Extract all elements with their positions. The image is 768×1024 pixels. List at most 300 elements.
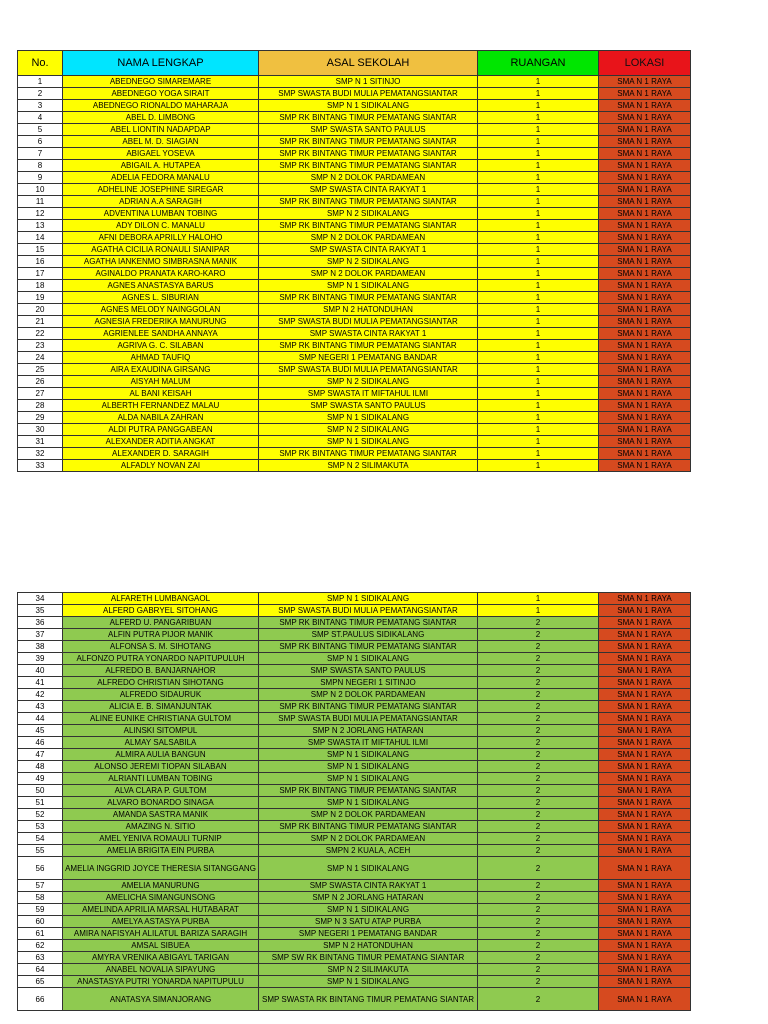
location: SMA N 1 RAYA — [599, 280, 691, 292]
location: SMA N 1 RAYA — [599, 268, 691, 280]
student-name: ABEL D. LIMBONG — [63, 112, 259, 124]
table-row — [18, 124, 691, 136]
table-row — [18, 256, 691, 268]
room-number: 2 — [478, 809, 599, 821]
student-name: ALFERD GABRYEL SITOHANG — [63, 605, 259, 617]
header-room: RUANGAN — [478, 51, 599, 76]
table-row — [18, 629, 691, 641]
location: SMA N 1 RAYA — [599, 797, 691, 809]
room-number: 2 — [478, 617, 599, 629]
student-name: ADELIA FEDORA MANALU — [63, 172, 259, 184]
school-name: SMP SWASTA CINTA RAKYAT 1 — [259, 184, 478, 196]
school-name: SMP SW RK BINTANG TIMUR PEMATANG SIANTAR — [259, 952, 478, 964]
table-row — [18, 785, 691, 797]
table-row — [18, 713, 691, 725]
student-name: AMELIA BRIGITA EIN PURBA — [63, 845, 259, 857]
location: SMA N 1 RAYA — [599, 916, 691, 928]
school-name: SMP N 1 SIDIKALANG — [259, 100, 478, 112]
row-number: 20 — [18, 304, 63, 316]
row-number: 17 — [18, 268, 63, 280]
student-name: ALVARO BONARDO SINAGA — [63, 797, 259, 809]
location: SMA N 1 RAYA — [599, 76, 691, 88]
row-number: 60 — [18, 916, 63, 928]
student-name: ALFARETH LUMBANGAOL — [63, 593, 259, 605]
table-row — [18, 388, 691, 400]
room-number: 2 — [478, 785, 599, 797]
school-name: SMP N 2 SIDIKALANG — [259, 376, 478, 388]
row-number: 49 — [18, 773, 63, 785]
location: SMA N 1 RAYA — [599, 340, 691, 352]
school-name: SMP N 1 SIDIKALANG — [259, 749, 478, 761]
table-row — [18, 208, 691, 220]
row-number: 7 — [18, 148, 63, 160]
table-row — [18, 400, 691, 412]
row-number: 41 — [18, 677, 63, 689]
table-row — [18, 172, 691, 184]
location: SMA N 1 RAYA — [599, 328, 691, 340]
row-number: 23 — [18, 340, 63, 352]
student-name: ALRIANTI LUMBAN TOBING — [63, 773, 259, 785]
school-name: SMP RK BINTANG TIMUR PEMATANG SIANTAR — [259, 292, 478, 304]
room-number: 1 — [478, 208, 599, 220]
student-name: AGNES MELODY NAINGGOLAN — [63, 304, 259, 316]
row-number: 59 — [18, 904, 63, 916]
row-number: 42 — [18, 689, 63, 701]
student-name: ALMAY SALSABILA — [63, 737, 259, 749]
school-name: SMP N 2 DOLOK PARDAMEAN — [259, 172, 478, 184]
school-name: SMP SWASTA RK BINTANG TIMUR PEMATANG SIANTAR — [259, 988, 478, 1011]
room-number: 2 — [478, 845, 599, 857]
row-number: 16 — [18, 256, 63, 268]
location: SMA N 1 RAYA — [599, 184, 691, 196]
room-number: 2 — [478, 892, 599, 904]
student-name: ADHELINE JOSEPHINE SIREGAR — [63, 184, 259, 196]
room-number: 2 — [478, 821, 599, 833]
room-number: 2 — [478, 749, 599, 761]
table-row — [18, 940, 691, 952]
table-row — [18, 448, 691, 460]
school-name: SMP N 1 SIDIKALANG — [259, 412, 478, 424]
row-number: 15 — [18, 244, 63, 256]
student-name: ALINE EUNIKE CHRISTIANA GULTOM — [63, 713, 259, 725]
student-name: ADRIAN A.A SARAGIH — [63, 196, 259, 208]
room-number: 2 — [478, 713, 599, 725]
student-name: AL BANI KEISAH — [63, 388, 259, 400]
location: SMA N 1 RAYA — [599, 352, 691, 364]
room-number: 2 — [478, 701, 599, 713]
location: SMA N 1 RAYA — [599, 412, 691, 424]
table-row — [18, 148, 691, 160]
room-number: 1 — [478, 376, 599, 388]
school-name: SMP SWASTA SANTO PAULUS — [259, 665, 478, 677]
student-name: ABEL LIONTIN NADAPDAP — [63, 124, 259, 136]
student-name: ABEDNEGO YOGA SIRAIT — [63, 88, 259, 100]
location: SMA N 1 RAYA — [599, 689, 691, 701]
row-number: 39 — [18, 653, 63, 665]
student-name: ALFREDO CHRISTIAN SIHOTANG — [63, 677, 259, 689]
table-row — [18, 160, 691, 172]
school-name: SMP N 2 DOLOK PARDAMEAN — [259, 833, 478, 845]
school-name: SMP N 2 DOLOK PARDAMEAN — [259, 232, 478, 244]
school-name: SMP RK BINTANG TIMUR PEMATANG SIANTAR — [259, 196, 478, 208]
school-name: SMP N 1 SIDIKALANG — [259, 797, 478, 809]
school-name: SMP SWASTA IT MIFTAHUL ILMI — [259, 388, 478, 400]
location: SMA N 1 RAYA — [599, 904, 691, 916]
school-name: SMP SWASTA CINTA RAKYAT 1 — [259, 328, 478, 340]
location: SMA N 1 RAYA — [599, 821, 691, 833]
room-number: 2 — [478, 988, 599, 1011]
student-name: ALFERD U. PANGARIBUAN — [63, 617, 259, 629]
row-number: 35 — [18, 605, 63, 617]
header-location: LOKASI — [599, 51, 691, 76]
school-name: SMP SWASTA BUDI MULIA PEMATANGSIANTAR — [259, 364, 478, 376]
school-name: SMP N 2 DOLOK PARDAMEAN — [259, 689, 478, 701]
room-number: 2 — [478, 857, 599, 880]
table-row — [18, 196, 691, 208]
location: SMA N 1 RAYA — [599, 124, 691, 136]
school-name: SMP RK BINTANG TIMUR PEMATANG SIANTAR — [259, 448, 478, 460]
school-name: SMP RK BINTANG TIMUR PEMATANG SIANTAR — [259, 617, 478, 629]
table-row — [18, 244, 691, 256]
student-name: ALEXANDER D. SARAGIH — [63, 448, 259, 460]
row-number: 22 — [18, 328, 63, 340]
school-name: SMP RK BINTANG TIMUR PEMATANG SIANTAR — [259, 160, 478, 172]
location: SMA N 1 RAYA — [599, 376, 691, 388]
school-name: SMP N 2 DOLOK PARDAMEAN — [259, 809, 478, 821]
student-name: ADVENTINA LUMBAN TOBING — [63, 208, 259, 220]
row-number: 25 — [18, 364, 63, 376]
header-school: ASAL SEKOLAH — [259, 51, 478, 76]
student-name: AMYRA VRENIKA ABIGAYL TARIGAN — [63, 952, 259, 964]
table-row — [18, 916, 691, 928]
student-name: AMEL YENIVA ROMAULI TURNIP — [63, 833, 259, 845]
location: SMA N 1 RAYA — [599, 737, 691, 749]
school-name: SMP N 1 SIDIKALANG — [259, 857, 478, 880]
table-row — [18, 376, 691, 388]
table-row — [18, 821, 691, 833]
table-row — [18, 304, 691, 316]
table-row — [18, 328, 691, 340]
school-name: SMP N 2 SILIMAKUTA — [259, 964, 478, 976]
student-name: AMIRA NAFISYAH ALILATUL BARIZA SARAGIH — [63, 928, 259, 940]
row-number: 38 — [18, 641, 63, 653]
room-number: 1 — [478, 593, 599, 605]
table-row — [18, 833, 691, 845]
school-name: SMP ST.PAULUS SIDIKALANG — [259, 629, 478, 641]
student-name: ANASTASYA PUTRI YONARDA NAPITUPULU — [63, 976, 259, 988]
student-name: ALDI PUTRA PANGGABEAN — [63, 424, 259, 436]
school-name: SMP N 1 SIDIKALANG — [259, 904, 478, 916]
row-number: 32 — [18, 448, 63, 460]
table-row — [18, 316, 691, 328]
room-number: 2 — [478, 761, 599, 773]
location: SMA N 1 RAYA — [599, 857, 691, 880]
row-number: 19 — [18, 292, 63, 304]
table-row — [18, 617, 691, 629]
table-row — [18, 593, 691, 605]
student-name: AMANDA SASTRA MANIK — [63, 809, 259, 821]
school-name: SMPN 2 KUALA, ACEH — [259, 845, 478, 857]
student-name: AIRA EXAUDINA GIRSANG — [63, 364, 259, 376]
table-row — [18, 880, 691, 892]
row-number: 29 — [18, 412, 63, 424]
location: SMA N 1 RAYA — [599, 880, 691, 892]
row-number: 51 — [18, 797, 63, 809]
location: SMA N 1 RAYA — [599, 809, 691, 821]
row-number: 56 — [18, 857, 63, 880]
student-name: AMELYA ASTASYA PURBA — [63, 916, 259, 928]
row-number: 5 — [18, 124, 63, 136]
location: SMA N 1 RAYA — [599, 196, 691, 208]
location: SMA N 1 RAYA — [599, 100, 691, 112]
school-name: SMP SWASTA BUDI MULIA PEMATANGSIANTAR — [259, 605, 478, 617]
student-name: ALFONZO PUTRA YONARDO NAPITUPULUH — [63, 653, 259, 665]
room-number: 1 — [478, 448, 599, 460]
table-row — [18, 797, 691, 809]
room-number: 2 — [478, 797, 599, 809]
student-name: AMAZING N. SITIO — [63, 821, 259, 833]
location: SMA N 1 RAYA — [599, 316, 691, 328]
table-row — [18, 749, 691, 761]
location: SMA N 1 RAYA — [599, 665, 691, 677]
row-number: 54 — [18, 833, 63, 845]
table-row — [18, 737, 691, 749]
room-number: 1 — [478, 112, 599, 124]
student-name: AMELIA MANURUNG — [63, 880, 259, 892]
room-number: 2 — [478, 629, 599, 641]
table-row — [18, 857, 691, 880]
school-name: SMP N 1 SIDIKALANG — [259, 280, 478, 292]
table-row — [18, 641, 691, 653]
student-name: ALFREDO B. BANJARNAHOR — [63, 665, 259, 677]
school-name: SMP SWASTA SANTO PAULUS — [259, 400, 478, 412]
row-number: 66 — [18, 988, 63, 1011]
room-number: 1 — [478, 184, 599, 196]
room-number: 1 — [478, 244, 599, 256]
school-name: SMP N 1 SITINJO — [259, 76, 478, 88]
location: SMA N 1 RAYA — [599, 400, 691, 412]
location: SMA N 1 RAYA — [599, 964, 691, 976]
location: SMA N 1 RAYA — [599, 833, 691, 845]
table-row — [18, 292, 691, 304]
student-name: ALINSKI SITOMPUL — [63, 725, 259, 737]
row-number: 61 — [18, 928, 63, 940]
header-no: No. — [18, 51, 63, 76]
location: SMA N 1 RAYA — [599, 364, 691, 376]
table-row — [18, 436, 691, 448]
student-name: ALFADLY NOVAN ZAI — [63, 460, 259, 472]
student-name: AGNES ANASTASYA BARUS — [63, 280, 259, 292]
room-number: 1 — [478, 424, 599, 436]
table-row — [18, 220, 691, 232]
student-name: AFNI DEBORA APRILLY HALOHO — [63, 232, 259, 244]
location: SMA N 1 RAYA — [599, 892, 691, 904]
location: SMA N 1 RAYA — [599, 136, 691, 148]
row-number: 6 — [18, 136, 63, 148]
student-table-2 — [17, 592, 691, 1011]
room-number: 2 — [478, 904, 599, 916]
table-row — [18, 892, 691, 904]
location: SMA N 1 RAYA — [599, 785, 691, 797]
location: SMA N 1 RAYA — [599, 988, 691, 1011]
school-name: SMP N 3 SATU ATAP PURBA — [259, 916, 478, 928]
school-name: SMP SWASTA BUDI MULIA PEMATANGSIANTAR — [259, 88, 478, 100]
school-name: SMP N 1 SIDIKALANG — [259, 761, 478, 773]
school-name: SMP N 2 JORLANG HATARAN — [259, 725, 478, 737]
location: SMA N 1 RAYA — [599, 292, 691, 304]
student-name: AHMAD TAUFIQ — [63, 352, 259, 364]
table-row — [18, 340, 691, 352]
table-row — [18, 100, 691, 112]
location: SMA N 1 RAYA — [599, 88, 691, 100]
school-name: SMP SWASTA CINTA RAKYAT 1 — [259, 244, 478, 256]
location: SMA N 1 RAYA — [599, 773, 691, 785]
school-name: SMP N 2 JORLANG HATARAN — [259, 892, 478, 904]
school-name: SMP RK BINTANG TIMUR PEMATANG SIANTAR — [259, 785, 478, 797]
school-name: SMP SWASTA SANTO PAULUS — [259, 124, 478, 136]
location: SMA N 1 RAYA — [599, 388, 691, 400]
location: SMA N 1 RAYA — [599, 605, 691, 617]
table-row — [18, 988, 691, 1011]
student-name: AMELIA INGGRID JOYCE THERESIA SITANGGANG — [63, 857, 259, 880]
school-name: SMP N 2 HATONDUHAN — [259, 304, 478, 316]
student-name: AISYAH MALUM — [63, 376, 259, 388]
table-row — [18, 653, 691, 665]
row-number: 28 — [18, 400, 63, 412]
room-number: 2 — [478, 952, 599, 964]
row-number: 26 — [18, 376, 63, 388]
row-number: 63 — [18, 952, 63, 964]
school-name: SMPN NEGERI 1 SITINJO — [259, 677, 478, 689]
table-row — [18, 677, 691, 689]
location: SMA N 1 RAYA — [599, 304, 691, 316]
location: SMA N 1 RAYA — [599, 749, 691, 761]
student-name: ABEDNEGO RIONALDO MAHARAJA — [63, 100, 259, 112]
table-row — [18, 689, 691, 701]
room-number: 2 — [478, 833, 599, 845]
room-number: 1 — [478, 256, 599, 268]
student-name: AMELINDA APRILIA MARSAL HUTABARAT — [63, 904, 259, 916]
school-name: SMP N 1 SIDIKALANG — [259, 593, 478, 605]
room-number: 1 — [478, 220, 599, 232]
row-number: 8 — [18, 160, 63, 172]
location: SMA N 1 RAYA — [599, 593, 691, 605]
student-name: AGATHA CICILIA RONAULI SIANIPAR — [63, 244, 259, 256]
location: SMA N 1 RAYA — [599, 952, 691, 964]
room-number: 1 — [478, 304, 599, 316]
row-number: 30 — [18, 424, 63, 436]
location: SMA N 1 RAYA — [599, 148, 691, 160]
school-name: SMP N 2 SIDIKALANG — [259, 256, 478, 268]
table-row — [18, 809, 691, 821]
location: SMA N 1 RAYA — [599, 713, 691, 725]
room-number: 2 — [478, 677, 599, 689]
table-row — [18, 352, 691, 364]
school-name: SMP N 2 DOLOK PARDAMEAN — [259, 268, 478, 280]
room-number: 1 — [478, 316, 599, 328]
row-number: 58 — [18, 892, 63, 904]
room-number: 2 — [478, 976, 599, 988]
room-number: 2 — [478, 725, 599, 737]
location: SMA N 1 RAYA — [599, 244, 691, 256]
row-number: 21 — [18, 316, 63, 328]
location: SMA N 1 RAYA — [599, 112, 691, 124]
room-number: 2 — [478, 940, 599, 952]
location: SMA N 1 RAYA — [599, 725, 691, 737]
school-name: SMP RK BINTANG TIMUR PEMATANG SIANTAR — [259, 340, 478, 352]
location: SMA N 1 RAYA — [599, 761, 691, 773]
room-number: 1 — [478, 364, 599, 376]
row-number: 13 — [18, 220, 63, 232]
student-name: ALFONSA S. M. SIHOTANG — [63, 641, 259, 653]
row-number: 24 — [18, 352, 63, 364]
row-number: 12 — [18, 208, 63, 220]
school-name: SMP RK BINTANG TIMUR PEMATANG SIANTAR — [259, 821, 478, 833]
location: SMA N 1 RAYA — [599, 220, 691, 232]
room-number: 1 — [478, 292, 599, 304]
student-name: AGATHA IANKENMO SIMBRASNA MANIK — [63, 256, 259, 268]
student-name: AGNES L. SIBURIAN — [63, 292, 259, 304]
table-row — [18, 904, 691, 916]
student-name: ALICIA E. B. SIMANJUNTAK — [63, 701, 259, 713]
school-name: SMP N 2 HATONDUHAN — [259, 940, 478, 952]
student-name: ALBERTH FERNANDEZ MALAU — [63, 400, 259, 412]
room-number: 2 — [478, 880, 599, 892]
table-row — [18, 280, 691, 292]
table-row — [18, 136, 691, 148]
school-name: SMP NEGERI 1 PEMATANG BANDAR — [259, 352, 478, 364]
location: SMA N 1 RAYA — [599, 232, 691, 244]
header-name: NAMA LENGKAP — [63, 51, 259, 76]
header-row — [18, 51, 691, 76]
row-number: 48 — [18, 761, 63, 773]
room-number: 1 — [478, 88, 599, 100]
location: SMA N 1 RAYA — [599, 677, 691, 689]
table-row — [18, 952, 691, 964]
row-number: 10 — [18, 184, 63, 196]
table-row — [18, 112, 691, 124]
row-number: 11 — [18, 196, 63, 208]
student-name: ALONSO JEREMI TIOPAN SILABAN — [63, 761, 259, 773]
student-name: ALDA NABILA ZAHRAN — [63, 412, 259, 424]
table-row — [18, 761, 691, 773]
location: SMA N 1 RAYA — [599, 928, 691, 940]
room-number: 2 — [478, 641, 599, 653]
room-number: 1 — [478, 280, 599, 292]
room-number: 1 — [478, 352, 599, 364]
room-number: 1 — [478, 124, 599, 136]
student-name: ABIGAEL YOSEVA — [63, 148, 259, 160]
table-row — [18, 964, 691, 976]
location: SMA N 1 RAYA — [599, 460, 691, 472]
room-number: 2 — [478, 665, 599, 677]
student-name: ANABEL NOVALIA SIPAYUNG — [63, 964, 259, 976]
room-number: 1 — [478, 436, 599, 448]
student-name: AGNESIA FREDERIKA MANURUNG — [63, 316, 259, 328]
row-number: 14 — [18, 232, 63, 244]
room-number: 2 — [478, 964, 599, 976]
room-number: 1 — [478, 605, 599, 617]
student-name: AMELICHA SIMANGUNSONG — [63, 892, 259, 904]
location: SMA N 1 RAYA — [599, 424, 691, 436]
school-name: SMP N 1 SIDIKALANG — [259, 653, 478, 665]
school-name: SMP RK BINTANG TIMUR PEMATANG SIANTAR — [259, 701, 478, 713]
row-number: 1 — [18, 76, 63, 88]
row-number: 52 — [18, 809, 63, 821]
row-number: 64 — [18, 964, 63, 976]
room-number: 2 — [478, 773, 599, 785]
room-number: 1 — [478, 100, 599, 112]
